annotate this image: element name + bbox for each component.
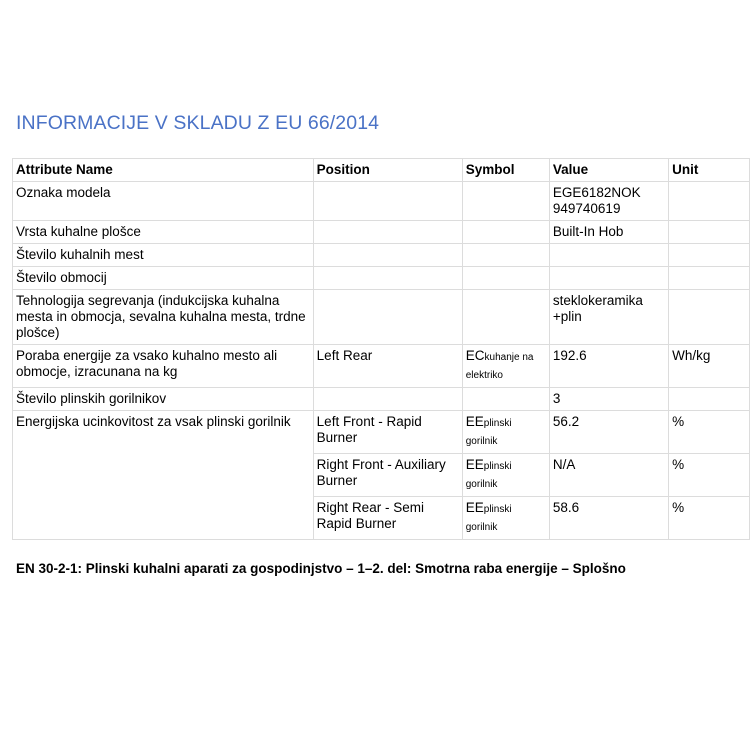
- table-row: [13, 182, 750, 221]
- symbol-main: EE: [465, 414, 484, 429]
- cell-attribute: Oznaka modela: [13, 182, 314, 221]
- cell-position: Right Front - Auxiliary Burner: [313, 454, 462, 497]
- table-row: [13, 267, 750, 290]
- cell-unit: %: [669, 411, 750, 454]
- cell-unit: Wh/kg: [669, 345, 750, 388]
- cell-symbol: [462, 345, 549, 388]
- cell-attribute: Poraba energije za vsako kuhalno mesto ali obmocje, izracunana na kg: [13, 345, 314, 388]
- cell-value: 56.2: [549, 411, 668, 454]
- cell-value: 192.6: [549, 345, 668, 388]
- cell-position: Left Front - Rapid Burner: [313, 411, 462, 454]
- standard-reference: EN 30-2-1: Plinski kuhalni aparati za gospodinjstvo – 1–2. del: Smotrna raba energije – Splošno: [16, 561, 626, 576]
- cell-symbol: [462, 267, 549, 290]
- cell-unit: [669, 267, 750, 290]
- cell-value: [549, 267, 668, 290]
- cell-symbol: [462, 221, 549, 244]
- cell-symbol: [462, 497, 549, 540]
- cell-position: [313, 244, 462, 267]
- cell-unit: [669, 221, 750, 244]
- cell-value: [549, 182, 668, 221]
- cell-attribute: Energijska ucinkovitost za vsak plinski gorilnik: [13, 411, 314, 540]
- symbol-subscript: plinski gorilnik: [465, 461, 512, 490]
- table-row: [13, 244, 750, 267]
- cell-position: [313, 290, 462, 345]
- cell-position: Right Rear - Semi Rapid Burner: [313, 497, 462, 540]
- cell-attribute: Število plinskih gorilnikov: [13, 388, 314, 411]
- cell-symbol: [462, 388, 549, 411]
- header-symbol: Symbol: [462, 159, 549, 182]
- cell-symbol: [462, 290, 549, 345]
- product-number: 949740619: [552, 201, 621, 216]
- symbol-main: EE: [465, 500, 484, 515]
- cell-attribute: Število obmocij: [13, 267, 314, 290]
- cell-unit: [669, 388, 750, 411]
- cell-attribute: Vrsta kuhalne plošce: [13, 221, 314, 244]
- header-value: Value: [549, 159, 668, 182]
- cell-symbol: [462, 244, 549, 267]
- cell-position: Left Rear: [313, 345, 462, 388]
- cell-position: [313, 388, 462, 411]
- energy-info-table: [12, 158, 750, 540]
- table-row: [13, 290, 750, 345]
- header-attribute: Attribute Name: [13, 159, 314, 182]
- table-row: [13, 221, 750, 244]
- cell-symbol: [462, 411, 549, 454]
- symbol-subscript: plinski gorilnik: [465, 504, 512, 533]
- cell-value: 58.6: [549, 497, 668, 540]
- page-title: INFORMACIJE V SKLADU Z EU 66/2014: [16, 112, 380, 134]
- cell-value: steklokeramika +plin: [549, 290, 668, 345]
- cell-value: Built-In Hob: [549, 221, 668, 244]
- table-row: [13, 411, 750, 454]
- model-number: EGE6182NOK: [552, 185, 641, 200]
- header-position: Position: [313, 159, 462, 182]
- cell-attribute: Tehnologija segrevanja (indukcijska kuhalna mesta in obmocja, sevalna kuhalna mesta, trdne plošce): [13, 290, 314, 345]
- table-row: [13, 388, 750, 411]
- cell-unit: [669, 244, 750, 267]
- cell-value: N/A: [549, 454, 668, 497]
- cell-unit: [669, 290, 750, 345]
- symbol-main: EE: [465, 457, 484, 472]
- cell-unit: %: [669, 497, 750, 540]
- cell-unit: %: [669, 454, 750, 497]
- cell-position: [313, 221, 462, 244]
- cell-value: [549, 244, 668, 267]
- cell-attribute: Število kuhalnih mest: [13, 244, 314, 267]
- header-unit: Unit: [669, 159, 750, 182]
- symbol-subscript: plinski gorilnik: [465, 418, 512, 447]
- cell-position: [313, 182, 462, 221]
- cell-symbol: [462, 182, 549, 221]
- cell-position: [313, 267, 462, 290]
- cell-symbol: [462, 454, 549, 497]
- cell-unit: [669, 182, 750, 221]
- table-header-row: [13, 159, 750, 182]
- symbol-main: EC: [465, 348, 485, 363]
- cell-value: 3: [549, 388, 668, 411]
- table-row: [13, 345, 750, 388]
- symbol-subscript: kuhanje na elektriko: [465, 352, 534, 381]
